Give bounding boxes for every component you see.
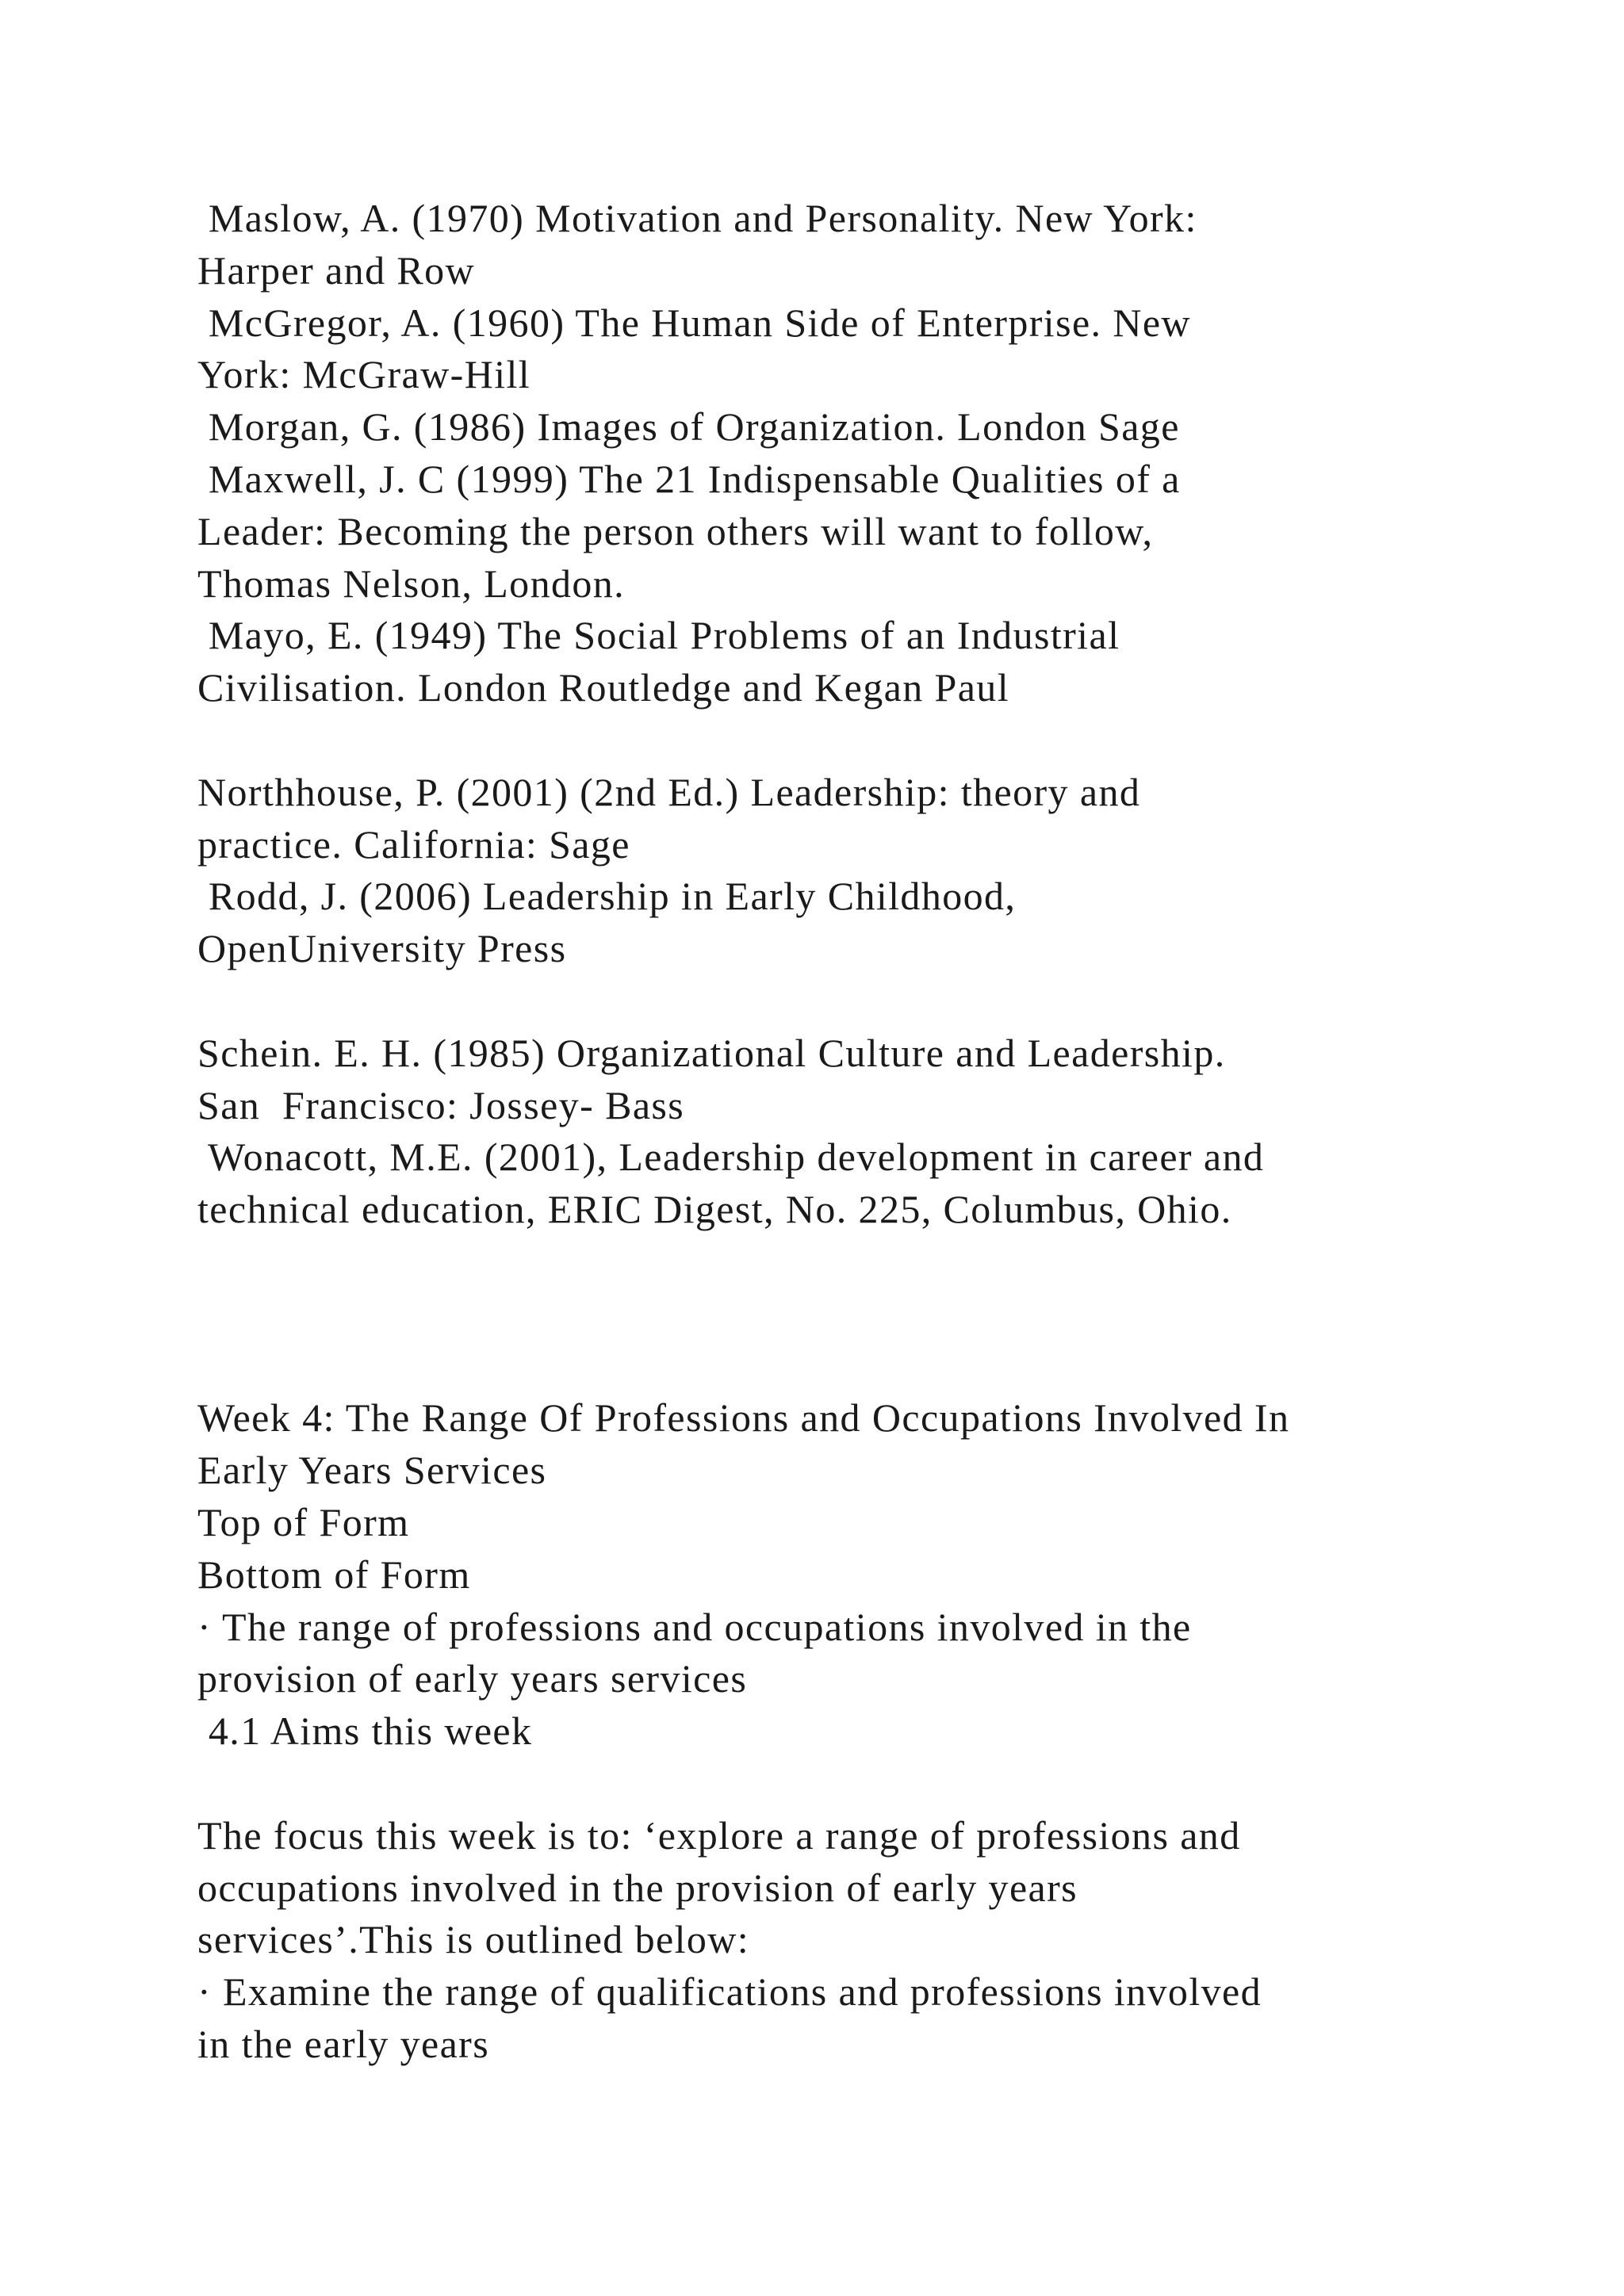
- reference-line: Leader: Becoming the person others will want to follow,: [197, 508, 1154, 553]
- reference-line: Thomas Nelson, London.: [197, 561, 626, 606]
- reference-line: practice. California: Sage: [197, 821, 630, 867]
- blank-line: [197, 714, 1506, 767]
- reference-line: Wonacott, M.E. (2001), Leadership development in career and: [197, 1135, 1265, 1180]
- reference-line: Maslow, A. (1970) Motivation and Personality. New York:: [197, 196, 1197, 240]
- reference-line: Civilisation. London Routledge and Kegan Paul: [197, 665, 1009, 710]
- body-line: occupations involved in the provision of early years: [197, 1865, 1078, 1910]
- body-line: The focus this week is to: ‘explore a range of professions and: [197, 1812, 1241, 1858]
- blank-line: [197, 1288, 1506, 1341]
- section-heading: Week 4: The Range Of Professions and Occupations Involved In: [197, 1395, 1290, 1441]
- reference-line: Harper and Row: [197, 247, 476, 293]
- reference-line: Schein. E. H. (1985) Organizational Culture and Leadership.: [197, 1030, 1226, 1075]
- blank-line: [197, 1236, 1506, 1288]
- blank-line: [197, 975, 1506, 1027]
- reference-line: San Francisco: Jossey- Bass: [197, 1082, 685, 1127]
- bullet-line: · Examine the range of qualifications and professions involved: [197, 1969, 1262, 2015]
- reference-line: McGregor, A. (1960) The Human Side of Enterprise. New: [197, 300, 1191, 345]
- form-marker: Top of Form: [197, 1499, 410, 1544]
- document-text: [197, 193, 1506, 2071]
- reference-line: Maxwell, J. C (1999) The 21 Indispensable Qualities of a: [197, 456, 1181, 501]
- blank-line: [197, 1758, 1506, 1810]
- blank-line: [197, 1341, 1506, 1393]
- reference-line: Morgan, G. (1986) Images of Organization. London Sage: [197, 404, 1180, 450]
- reference-line: technical education, ERIC Digest, No. 225, Columbus, Ohio.: [197, 1187, 1232, 1232]
- subheading: 4.1 Aims this week: [197, 1709, 533, 1754]
- reference-line: York: McGraw-Hill: [197, 352, 531, 397]
- reference-line: Rodd, J. (2006) Leadership in Early Childhood,: [197, 874, 1017, 919]
- body-line: services’.This is outlined below:: [197, 1917, 750, 1962]
- reference-line: OpenUniversity Press: [197, 926, 567, 971]
- bullet-line: in the early years: [197, 2021, 490, 2066]
- bullet-line: provision of early years services: [197, 1656, 748, 1701]
- reference-line: Mayo, E. (1949) The Social Problems of an Industrial: [197, 613, 1120, 658]
- reference-line: Northhouse, P. (2001) (2nd Ed.) Leadership: theory and: [197, 769, 1141, 814]
- bullet-line: · The range of professions and occupations involved in the: [197, 1604, 1192, 1649]
- form-marker: Bottom of Form: [197, 1552, 471, 1597]
- section-heading: Early Years Services: [197, 1448, 547, 1493]
